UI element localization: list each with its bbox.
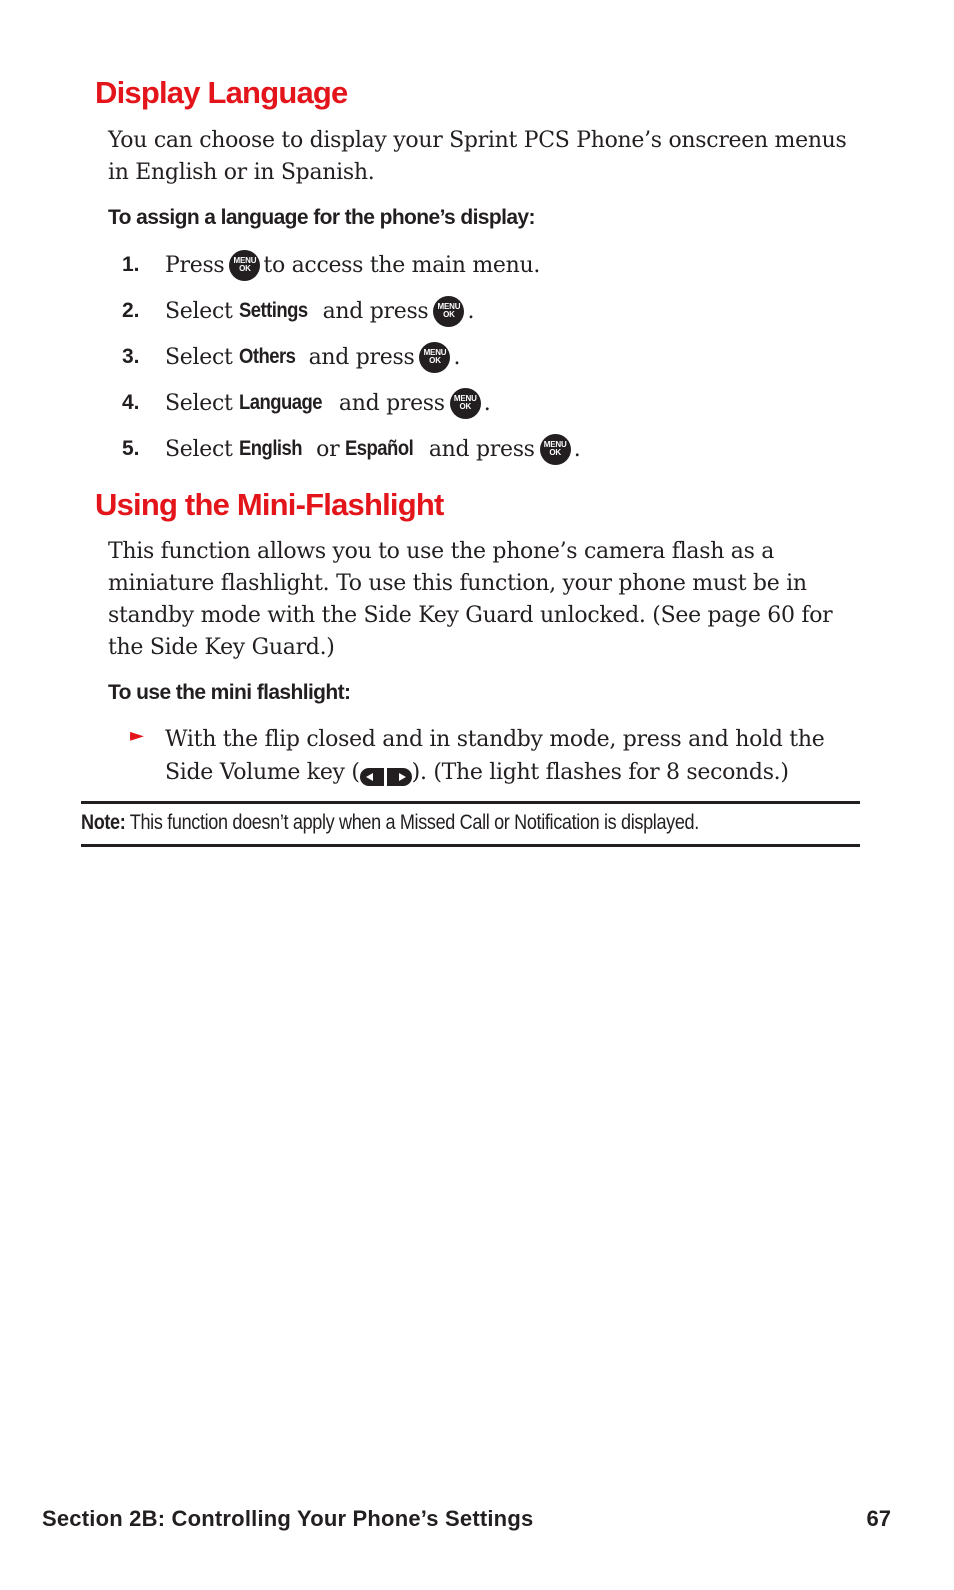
page-number: 67 [866,1506,891,1531]
step-1 [122,248,540,282]
mini-flashlight-intro: This function allows you to use the phone’s camera flash as a miniature flashlight. To use this function, your phone must be in standby mode with the Side Key Guard unlocked. (See page 60 for the Side Key Guard.) [108,539,833,660]
step-number: 2. [122,299,140,322]
section-heading-display-language: Display Language [95,75,348,110]
note-label: Note: [81,811,126,834]
menu-ok-key-icon: MENU OK [229,250,260,281]
menu-keyword-english: English [238,437,302,460]
assign-language-subheading: To assign a language for the phone’s display: [108,206,535,229]
menu-ok-key-icon: MENU OK [540,434,571,465]
flashlight-instruction: With the flip closed and in standby mode, press and hold the Side Volume key ( ). (The light flashes for 8 seconds.) [165,727,825,785]
step-4: 4. Select Language and press MENU OK . [122,386,490,420]
menu-keyword-settings: Settings [238,299,308,322]
note-divider-bottom [81,844,860,847]
step-text: and press [428,436,535,462]
step-text: Press [165,252,225,278]
step-number: 1. [122,253,140,276]
note-text: This function doesn’t apply when a Missed Call or Notification is displayed. [129,811,699,834]
step-number: 4. [122,391,140,414]
section-heading-mini-flashlight: Using the Mini-Flashlight [95,487,444,522]
step-text: Select [165,390,233,416]
side-volume-key-icon [360,768,412,786]
note-divider-top [81,801,860,804]
menu-ok-key-icon: MENU OK [450,388,481,419]
step-number: 5. [122,437,140,460]
step-5: 5. Select English or Español and press MENU OK . [122,432,580,466]
menu-keyword-others: Others [238,345,295,368]
step-text: or [316,436,340,462]
display-language-intro: You can choose to display your Sprint PCS Phone’s onscreen menus in English or in Spanish. [108,128,847,185]
use-flashlight-subheading: To use the mini flashlight: [108,681,351,704]
footer-section-title: Section 2B: Controlling Your Phone’s Settings [42,1506,534,1531]
bullet-arrow-icon: ► [130,725,144,746]
step-text: to access the main menu. [263,252,541,278]
menu-keyword-language: Language [238,391,322,414]
menu-ok-key-icon: MENU OK [433,296,464,327]
step-text: and press [308,344,415,370]
menu-keyword-espanol: Español [345,437,414,460]
step-text: Select [165,436,233,462]
note-box [81,809,860,837]
step-text: Select [165,298,233,324]
step-text: Select [165,344,233,370]
step-2: 2. Select Settings and press MENU OK . [122,294,474,328]
step-3: 3. Select Others and press MENU OK . [122,340,460,374]
step-text: and press [338,390,445,416]
menu-ok-key-icon: MENU OK [419,342,450,373]
step-text: and press [322,298,429,324]
step-number: 3. [122,345,140,368]
